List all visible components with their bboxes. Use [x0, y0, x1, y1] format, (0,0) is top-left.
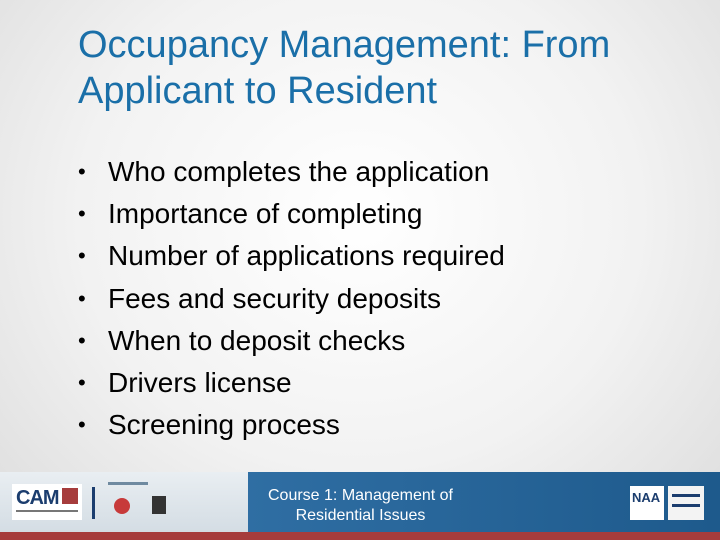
bullet-icon: •	[78, 243, 86, 269]
footer-divider	[92, 487, 95, 519]
education-institute-logo-icon	[668, 486, 704, 520]
bullet-item	[78, 404, 505, 446]
course-caption-line-2: Residential Issues	[295, 507, 426, 524]
bullet-text: Number of applications required	[108, 240, 505, 272]
bullet-item	[78, 193, 505, 235]
bullet-text: Importance of completing	[108, 198, 423, 230]
footer-accent-strip	[0, 532, 720, 540]
sponsor-red-logo-icon	[114, 498, 130, 514]
bullet-text: Drivers license	[108, 367, 292, 399]
bullet-icon: •	[78, 159, 86, 185]
sponsor-logos	[108, 482, 186, 524]
bullet-icon: •	[78, 201, 86, 227]
naa-logo-left	[630, 486, 664, 520]
cam-logo-text: CAM	[16, 487, 59, 509]
sponsor-caption-mark	[108, 482, 148, 485]
bullet-item	[78, 320, 505, 362]
logo-line	[672, 504, 700, 507]
footer-bar	[0, 472, 720, 532]
bullet-item	[78, 151, 505, 193]
bullet-item	[78, 278, 505, 320]
bullet-text: When to deposit checks	[108, 324, 406, 356]
cam-logo	[12, 484, 82, 520]
course-caption	[248, 486, 473, 526]
slide-title: Occupancy Management: From Applicant to Resident	[78, 24, 611, 112]
bullet-list	[78, 151, 505, 446]
bullet-icon: •	[78, 327, 86, 353]
naa-logo	[630, 486, 704, 520]
bullet-icon: •	[78, 412, 86, 438]
bullet-item	[78, 235, 505, 277]
bullet-icon: •	[78, 370, 86, 396]
bullet-text: Who completes the application	[108, 156, 490, 188]
course-caption-line-1: Course 1: Management of	[268, 487, 453, 504]
bullet-icon: •	[78, 285, 86, 311]
sponsor-dark-logo-icon	[152, 496, 166, 514]
logo-line	[672, 494, 700, 497]
bullet-text: Fees and security deposits	[108, 282, 442, 314]
cam-logo-mark-icon	[62, 488, 78, 504]
naa-logo-text: NAA	[632, 490, 661, 505]
bullet-item	[78, 362, 505, 404]
cam-logo-underline	[16, 510, 78, 512]
bullet-text: Screening process	[108, 409, 340, 441]
